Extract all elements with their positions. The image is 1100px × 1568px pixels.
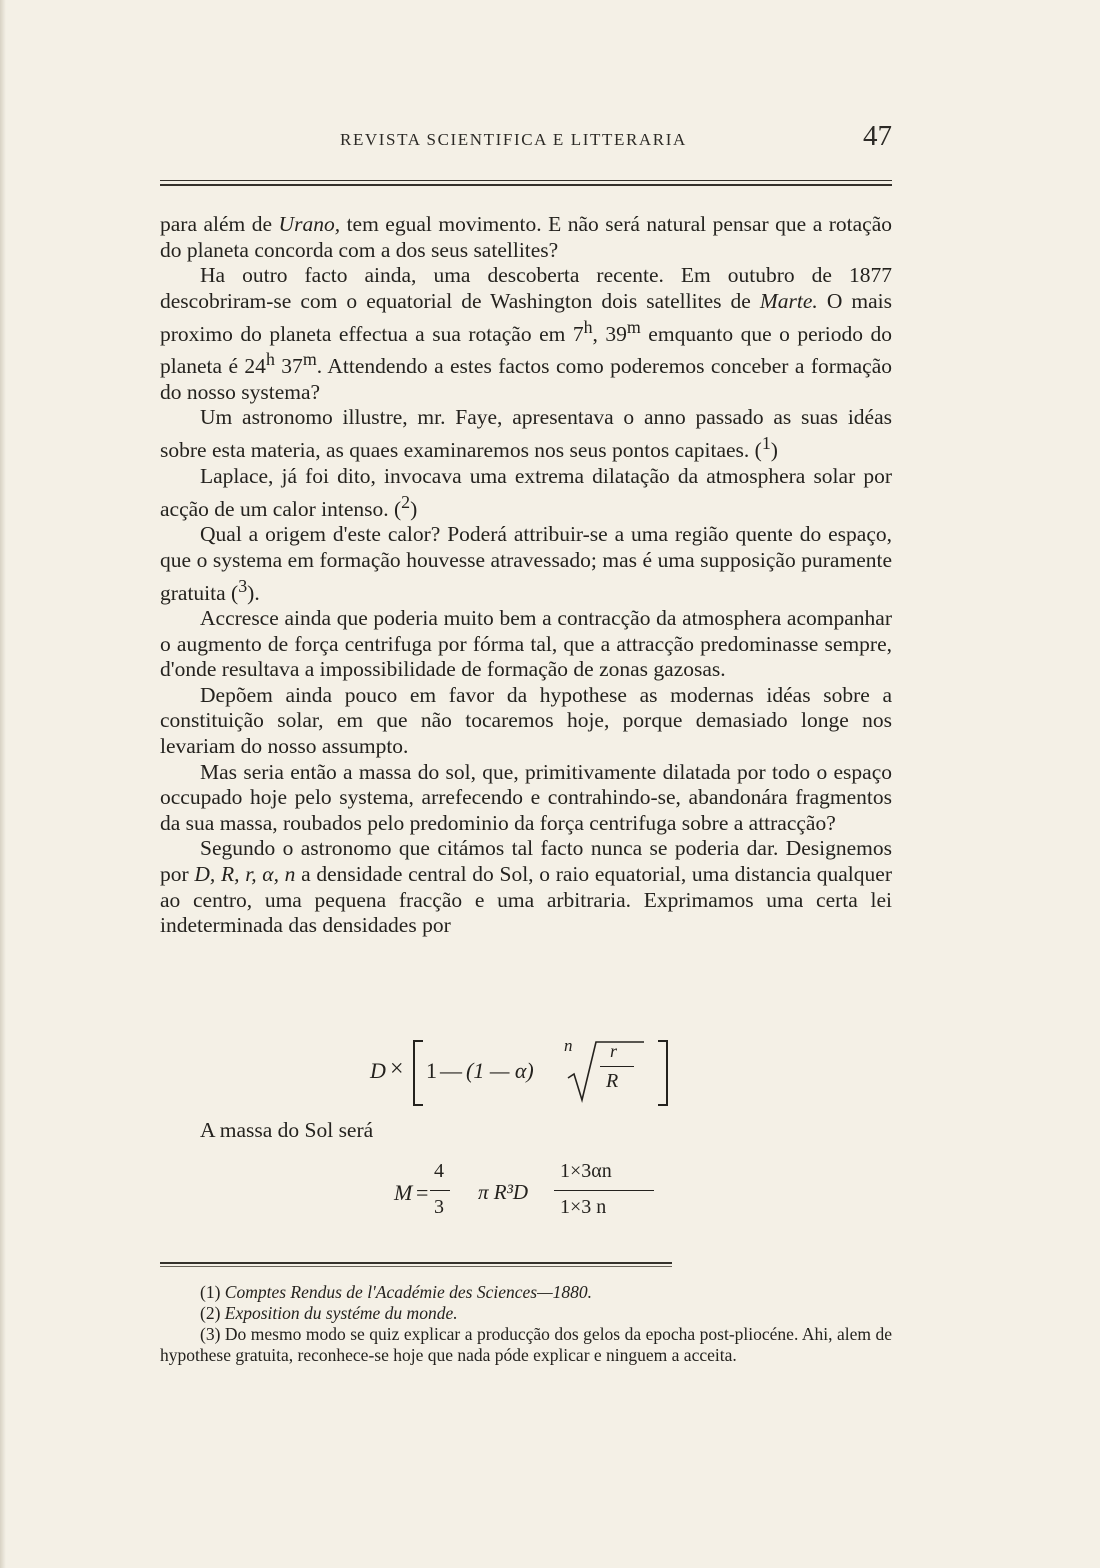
urano-italic: Urano, [278,212,341,236]
formula1-n: n [564,1036,573,1055]
formula2-M: M [394,1180,413,1205]
paragraph-4 [160,464,892,522]
p1-part-b: tem egual movimento. E não será natural pensar que a rotação do planeta concorda com a dos seus satellites? [160,212,892,262]
footnote-rule-thin [160,1266,672,1267]
footnote-3 [160,1324,892,1366]
footnote-1-mark: (1) [200,1282,221,1302]
mass-formula [394,1160,674,1230]
p2-part-a: Ha outro facto ainda, uma descoberta recente. Em outubro de 1877 descobriram-se com o equatorial de Washington dois satellites de [160,263,892,313]
paragraph-8: Mas seria então a massa do sol, que, primitivamente dilatada por todo o espaço occupado hoje pelo systema, arrefecendo e contrahindo-se, abandonára fragmentos da sua massa, roubados pelo predominio da força centrifuga sobre a attracção? [160,759,892,835]
footnote-2-text: Exposition du systéme du monde. [224,1303,458,1323]
header-rule-bottom [160,184,892,186]
page-number: 47 [863,120,892,152]
paragraph-5 [160,522,892,606]
footnotes [160,1282,892,1366]
p1-part-a: para além de [160,212,279,236]
paragraph-1 [160,212,892,263]
paragraph-7: Depõem ainda pouco em favor da hypothese as modernas idéas sobre a constituição solar, em que não tocaremos hoje, porque demasiado longe nos levariam do nosso assumpto. [160,682,892,759]
formula1-one: 1 [426,1058,437,1083]
formula1-left-bracket [413,1040,423,1106]
formula2-fraction-bar-1 [430,1190,450,1191]
formula2-fraction-bar-2 [554,1190,654,1191]
formula1-paren-expr: (1 — α) [466,1058,534,1083]
footnote-3-mark: (3) [200,1324,221,1344]
formula2-den3: 3 [434,1196,444,1218]
footnote-1 [160,1282,892,1303]
body-text [160,212,892,939]
formula1-D: D [370,1058,386,1083]
symbols-italic: D, R, r, α, n [194,862,296,887]
formula2-equals: = [416,1180,429,1205]
formula1-R: R [606,1070,619,1092]
marte-italic: Marte. [759,288,818,313]
paragraph-9 [160,836,892,938]
p9-part-b: a densidade central do Sol, o raio equatorial, uma distancia qualquer ao centro, uma pequena fracção e uma arbitraria. Exprimamos uma certa lei indeterminada das densidades por [160,862,892,938]
formula1-fraction-bar [600,1066,634,1067]
p2-part-b: O mais proximo do planeta effectua a sua rotação em 7$^h$, 39$^m$ emquanto que o periodo do planeta é 24$^h$ 37$^m$. Attendendo a estes factos como poderemos conceber a formação do nosso systema? [160,288,892,404]
formula1-minus: — [440,1058,462,1083]
formula2-pi-r3-d: π R³D [478,1180,529,1204]
formula1-times: × [390,1056,404,1082]
p9-part-a: Segundo o astronomo que citámos tal facto nunca se poderia dar. Designemos por [160,836,892,887]
header-rule-top [160,180,892,181]
footnote-1-text: Comptes Rendus de l'Académie des Sciences—1880. [224,1282,593,1302]
page-edge-shadow [0,0,6,1568]
footnote-3-text: Do mesmo modo se quiz explicar a producção dos gelos da epocha post-pliocéne. Ahi, alem de hypothese gratuita, reconhece-se hoje que nada póde explicar e ninguem a acceita. [160,1324,892,1365]
footnote-rule [160,1262,672,1264]
p5-text: Qual a origem d'este calor? Poderá attribuir-se a uma região quente do espaço, que o systema em formação houvesse atravessado; mas é uma supposição puramente gratuita ($^3$). [160,522,892,605]
p4-text: Laplace, já foi dito, invocava uma extrema dilatação da atmosphera solar por acção de um calor intenso. ($^2$) [160,463,892,521]
paragraph-10: A massa do Sol será [200,1118,374,1142]
density-formula [370,1036,690,1112]
footnote-2 [160,1303,892,1324]
page-header [160,120,892,162]
paragraph-6: Accresce ainda que poderia muito bem a contracção da atmosphera acompanhar o augmento de força centrifuga por fórma tal, que a attracção predominasse sempre, d'onde resultava a impossibilidade de formação de zonas gazosas. [160,606,892,682]
formula1-right-bracket [658,1040,668,1106]
paragraph-3 [160,405,892,463]
formula1-r: r [610,1041,618,1061]
running-head: REVISTA SCIENTIFICA E LITTERARIA [340,130,687,149]
formula2-numerator: 1×3αn [560,1160,612,1182]
p3-text: Um astronomo illustre, mr. Faye, apresentava o anno passado as suas idéas sobre esta materia, as quaes examinaremos nos seus pontos capitaes. ($^1$) [160,405,892,463]
formula2-denominator: 1×3 n [560,1196,607,1218]
formula2-num4: 4 [434,1160,444,1182]
paragraph-2 [160,263,892,405]
footnote-2-mark: (2) [200,1303,221,1323]
